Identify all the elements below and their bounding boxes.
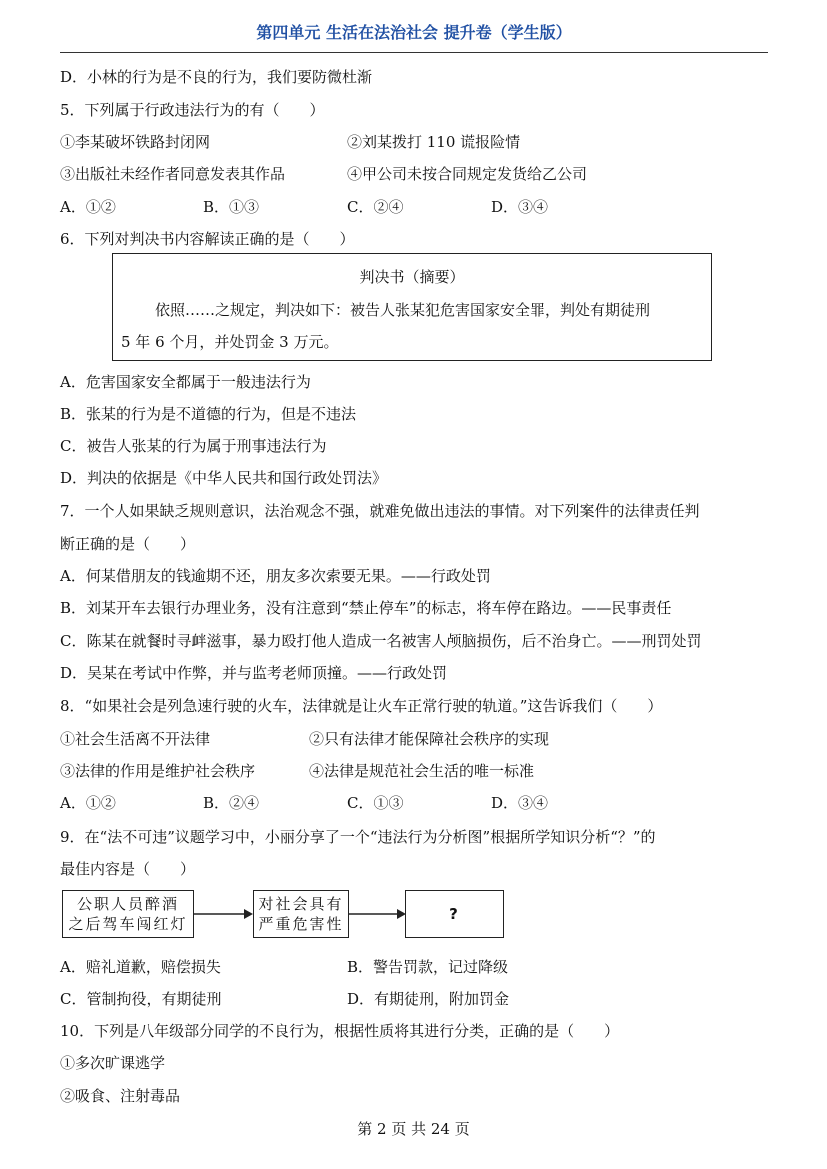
q7-stem-line-2: 断正确的是（ ） <box>60 535 196 553</box>
header-divider <box>60 52 768 53</box>
q7-option-c: C．陈某在就餐时寻衅滋事，暴力殴打他人造成一名被害人颅脑损伤，后不治身亡。——刑罚处罚 <box>60 632 702 650</box>
q10-stem: 10．下列是八年级部分同学的不良行为，根据性质将其进行分类，正确的是（ ） <box>60 1022 620 1040</box>
q6-option-c: C．被告人张某的行为属于刑事违法行为 <box>60 437 327 455</box>
q7-stem-line-1: 7．一个人如果缺乏规则意识，法治观念不强，就难免做出违法的事情。对下列案件的法律责任判 <box>60 502 700 520</box>
q9-option-b: B．警告罚款，记过降级 <box>347 958 509 976</box>
flow-arrow-2 <box>349 905 407 923</box>
q8-option-d: D．③④ <box>491 794 549 812</box>
q8-statement-3: ③法律的作用是维护社会秩序 <box>60 762 256 780</box>
q5-stem: 5．下列属于行政违法行为的有（ ） <box>60 101 325 119</box>
flow-box-harm-line-2: 严重危害性 <box>258 915 344 933</box>
q7-option-d: D．吴某在考试中作弊，并与监考老师顶撞。——行政处罚 <box>60 664 448 682</box>
judgment-text-line-2: 5 年 6 个月，并处罚金 3 万元。 <box>121 333 339 351</box>
q8-stem: 8．“如果社会是列急速行驶的火车，法律就是让火车正常行驶的轨道。”这告诉我们（ ） <box>60 697 663 715</box>
q9-option-a: A．赔礼道歉，赔偿损失 <box>60 958 221 976</box>
flow-arrow-1 <box>194 905 254 923</box>
q6-option-a: A．危害国家安全都属于一般违法行为 <box>60 373 311 391</box>
q8-option-b: B．②④ <box>203 794 260 812</box>
flow-box-question <box>405 890 504 938</box>
page-footer: 第 2 页 共 24 页 <box>357 1120 470 1138</box>
q5-option-b: B．①③ <box>203 198 260 216</box>
flow-box-question-mark: ? <box>449 905 460 923</box>
q7-option-b: B．刘某开车去银行办理业务，没有注意到“禁止停车”的标志，将车停在路边。——民事责任 <box>60 599 672 617</box>
q9-option-c: C．管制拘役，有期徒刑 <box>60 990 222 1008</box>
q8-option-a: A．①② <box>60 794 116 812</box>
q5-statement-1: ①李某破坏铁路封闭网 <box>60 133 211 151</box>
q6-option-d: D．判决的依据是《中华人民共和国行政处罚法》 <box>60 469 388 487</box>
q5-option-d: D．③④ <box>491 198 549 216</box>
flow-box-behavior-line-2: 之后驾车闯红灯 <box>68 915 188 933</box>
flow-box-behavior <box>62 890 194 938</box>
q9-option-d: D．有期徒刑，附加罚金 <box>347 990 510 1008</box>
judgment-excerpt-box <box>112 253 712 361</box>
q10-statement-2: ②吸食、注射毒品 <box>60 1087 181 1105</box>
page-header-title: 第四单元 生活在法治社会 提升卷（学生版） <box>256 23 572 42</box>
q5-statement-4: ④甲公司未按合同规定发货给乙公司 <box>347 165 588 183</box>
q5-statement-2: ②刘某拨打 110 谎报险情 <box>347 133 521 151</box>
q6-option-b: B．张某的行为是不道德的行为，但是不违法 <box>60 405 357 423</box>
q9-stem-line-2: 最佳内容是（ ） <box>60 860 196 878</box>
q9-stem-line-1: 9．在“法不可违”议题学习中，小丽分享了一个“违法行为分析图”根据所学知识分析“？”的 <box>60 828 656 846</box>
flow-box-harm <box>253 890 349 938</box>
q8-statement-2: ②只有法律才能保障社会秩序的实现 <box>309 730 550 748</box>
q8-option-c: C．①③ <box>347 794 404 812</box>
q5-statement-3: ③出版社未经作者同意发表其作品 <box>60 165 286 183</box>
q5-option-c: C．②④ <box>347 198 404 216</box>
q8-statement-1: ①社会生活离不开法律 <box>60 730 211 748</box>
q10-statement-1: ①多次旷课逃学 <box>60 1054 166 1072</box>
q5-option-a: A．①② <box>60 198 116 216</box>
q4-option-d: D．小林的行为是不良的行为，我们要防微杜渐 <box>60 68 373 86</box>
q6-stem: 6．下列对判决书内容解读正确的是（ ） <box>60 230 355 248</box>
q8-statement-4: ④法律是规范社会生活的唯一标准 <box>309 762 535 780</box>
flow-box-harm-line-1: 对社会具有 <box>258 895 344 913</box>
flow-box-behavior-line-1: 公职人员醉酒 <box>76 895 179 913</box>
judgment-text-line-1: 依照……之规定，判决如下：被告人张某犯危害国家安全罪，判处有期徒刑 <box>155 301 651 319</box>
judgment-title: 判决书（摘要） <box>359 268 465 286</box>
q7-option-a: A．何某借朋友的钱逾期不还，朋友多次索要无果。——行政处罚 <box>60 567 491 585</box>
